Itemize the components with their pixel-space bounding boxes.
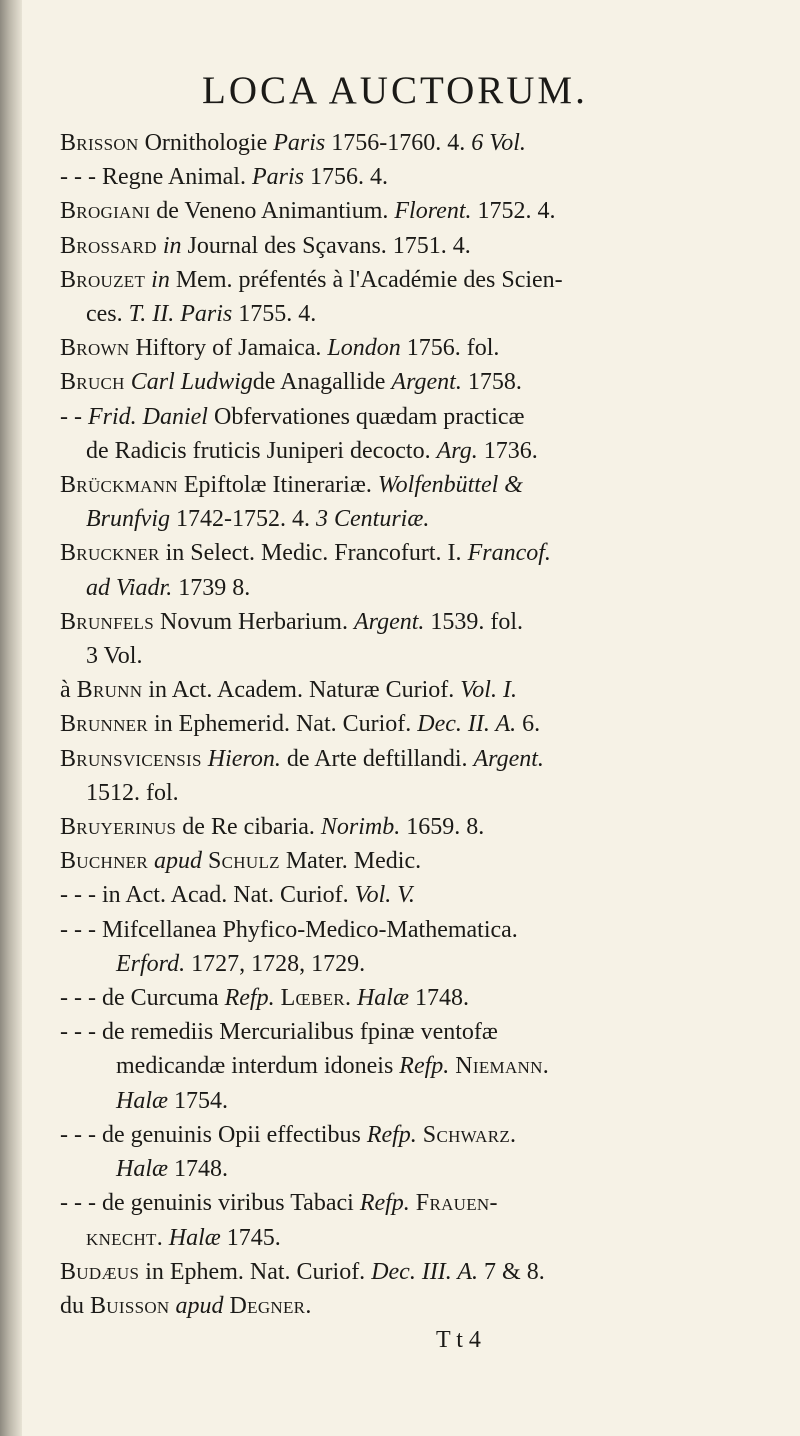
bibliography-line [60, 981, 780, 1015]
author-name: Degner [229, 1292, 306, 1319]
italic-text: Florent. [394, 198, 472, 225]
entry-text: de Re cibaria. [176, 814, 321, 841]
italic-text: Dec. II. A. [417, 711, 517, 738]
bibliography-line [60, 1015, 780, 1049]
page-title: LOCA AUCTORUM. [202, 69, 588, 112]
author-name: Budæus [60, 1258, 140, 1285]
author-name: Brunner [60, 711, 149, 738]
entry-text: 1756. fol. [400, 335, 500, 362]
entry-text: - - - Regne Animal. [60, 164, 252, 191]
author-name: Lœber [280, 985, 345, 1012]
entry-text: du [60, 1292, 90, 1319]
entry-text: 1754. [168, 1087, 229, 1114]
italic-text: Frid. Daniel [87, 403, 208, 430]
entry-text: 1756. 4. [303, 164, 388, 191]
bibliography-line [60, 947, 780, 981]
bibliography-line [60, 707, 780, 741]
bibliography-line [60, 365, 780, 399]
bibliography-line [60, 126, 780, 160]
bibliography-line [60, 1049, 780, 1083]
entry-text: . [542, 1053, 549, 1080]
bibliography-line [60, 194, 780, 228]
bibliography-line [60, 673, 780, 707]
entry-text: 1727, 1728, 1729. [185, 950, 366, 977]
entry-text: de Arte deftillandi. [280, 745, 474, 772]
italic-text: ad Viadr. [86, 574, 173, 601]
italic-text: T. II. Paris [128, 301, 233, 328]
italic-text: Brunfvig [86, 506, 170, 533]
bibliography-line [60, 434, 780, 468]
entry-text: 1745. [220, 1224, 281, 1251]
entry-text: in Act. Academ. Naturæ Curiof. [142, 677, 461, 704]
bibliography-line [60, 639, 780, 673]
italic-text: in [151, 266, 170, 293]
bibliography-line [60, 605, 780, 639]
entry-text: . [156, 1224, 169, 1251]
author-name: knecht [86, 1224, 157, 1251]
entry-text: 1739 8. [172, 574, 251, 601]
italic-text: Hieron. [207, 745, 281, 772]
entry-text: Hiftory of Jamaica. [129, 335, 328, 362]
author-name: Schulz [208, 848, 280, 875]
entry-text: . [305, 1292, 312, 1319]
author-name: Brunfels [60, 608, 154, 635]
author-name: Buchner [60, 848, 149, 875]
entry-text: medicandæ interdum idoneis [116, 1053, 400, 1080]
author-name: Brückmann [60, 472, 178, 499]
italic-text: Dec. III. A. [371, 1258, 479, 1285]
author-name: Brisson [60, 130, 139, 156]
book-binding-edge [0, 0, 22, 1436]
entry-text: 1736. [477, 437, 538, 464]
italic-text: 6 Vol. [471, 130, 526, 156]
italic-text: Wolfenbüttel & [377, 472, 523, 499]
entry-text: de Veneno Animantium. [150, 198, 395, 225]
entry-text: - - - de Curcuma [60, 985, 225, 1012]
italic-text: Paris [251, 164, 304, 191]
italic-text: London [327, 335, 401, 362]
italic-text: Carl Ludwig [130, 369, 253, 396]
bibliography-line [60, 844, 780, 878]
author-name: Schwarz [422, 1121, 511, 1148]
author-name: Brown [60, 335, 130, 362]
entry-text: 1512. fol. [86, 779, 179, 806]
entry-text: . [510, 1121, 517, 1148]
entry-text: 1742-1752. 4. [170, 506, 316, 533]
entry-text: - - - de genuinis Opii effectibus [60, 1121, 367, 1148]
bibliography-line [60, 1221, 780, 1255]
italic-text: Argent. [353, 608, 425, 635]
italic-text: Refp. [366, 1121, 417, 1148]
entry-text: . [344, 985, 357, 1012]
author-name: Niemann [455, 1053, 543, 1080]
entry-text: - - - de remediis Mercurialibus fpinæ ventofæ [60, 1019, 498, 1046]
entry-text: de Anagallide [252, 369, 392, 396]
author-name: Brogiani [60, 198, 151, 225]
italic-text: Halæ [356, 985, 409, 1012]
entry-text: 1758. [461, 369, 522, 396]
author-name: Bruch [60, 369, 125, 396]
entry-text: - - - in Act. Acad. Nat. Curiof. [60, 882, 355, 909]
italic-text: Erford. [116, 950, 186, 977]
bibliography-line [60, 331, 780, 365]
entry-text: 1539. fol. [424, 608, 524, 635]
entry-text: in Ephemerid. Nat. Curiof. [148, 711, 418, 738]
bibliography-line [60, 913, 780, 947]
italic-text: Argent. [391, 369, 462, 396]
italic-text: apud [175, 1292, 224, 1319]
entry-text: 1748. [168, 1156, 229, 1183]
bibliography-line [60, 229, 780, 263]
entry-text: ces. [86, 301, 129, 328]
bibliography-line [60, 571, 780, 605]
italic-text: Halæ [116, 1087, 169, 1114]
author-name: Buisson [90, 1292, 170, 1319]
entry-text: Journal des Sçavans. 1751. 4. [181, 232, 471, 259]
printer-signature-mark: T t 4 [436, 1327, 481, 1354]
author-name: Frauen- [415, 1190, 498, 1217]
entry-text: 6. [516, 711, 541, 738]
bibliography-line [60, 742, 780, 776]
author-name: Bruckner [60, 540, 160, 567]
italic-text: Argent. [473, 745, 544, 772]
italic-text: in [162, 232, 182, 259]
bibliography-line [60, 502, 780, 536]
italic-text: apud [154, 848, 203, 875]
entry-text: in Ephem. Nat. Curiof. [139, 1258, 372, 1285]
entry-text: in Select. Medic. Francofurt. I. [159, 540, 468, 567]
entry-text: 1756-1760. 4. [325, 130, 472, 156]
bibliography-line [60, 400, 780, 434]
bibliography-line [60, 160, 780, 194]
entry-text: 1748. [408, 985, 469, 1012]
author-name: Bruyerinus [60, 814, 177, 841]
entry-text: Epiftolæ Itinerariæ. [177, 472, 378, 499]
entry-text: 1659. 8. [400, 814, 485, 841]
bibliography-line [60, 468, 780, 502]
entry-text: - - [60, 403, 88, 430]
italic-text: Halæ [168, 1224, 221, 1251]
entry-text: Mem. préfentés à l'Académie des Scien- [169, 266, 563, 293]
entry-text: - - - de genuinis viribus Tabaci [60, 1190, 360, 1217]
bibliography-line [60, 263, 780, 297]
italic-text: Refp. [224, 985, 275, 1012]
italic-text: Halæ [116, 1156, 169, 1183]
bibliography-line [60, 776, 780, 810]
author-name: Brossard [60, 232, 157, 259]
entry-text: de Radicis fruticis Juniperi decocto. [86, 437, 437, 464]
entry-text: 7 & 8. [478, 1258, 545, 1285]
italic-text: Francof. [467, 540, 551, 567]
bibliography-line [60, 1084, 780, 1118]
book-page [60, 64, 780, 1357]
bibliography-line [60, 536, 780, 570]
entry-text: 1752. 4. [471, 198, 556, 225]
bibliography-line [60, 1186, 780, 1220]
entry-text: 1755. 4. [232, 301, 317, 328]
bibliography-line [60, 878, 780, 912]
bibliography-line [60, 1152, 780, 1186]
italic-text: Refp. [399, 1053, 450, 1080]
entry-text: à [60, 677, 77, 704]
bibliography-line [60, 1289, 780, 1323]
bibliography-line [60, 297, 780, 331]
entry-text: - - - Mifcellanea Phyfico-Medico-Mathematica. [60, 916, 518, 943]
italic-text: 3 Centuriæ. [316, 506, 430, 533]
bibliography-line [60, 1255, 780, 1289]
bibliography-list [60, 126, 780, 1323]
italic-text: Paris [273, 130, 326, 156]
entry-text: 3 Vol. [86, 643, 143, 670]
italic-text: Refp. [359, 1190, 410, 1217]
author-name: Brunn [76, 677, 143, 704]
italic-text: Norimb. [320, 814, 401, 841]
entry-text: Ornithologie [138, 130, 274, 156]
italic-text: Vol. V. [354, 882, 415, 909]
entry-text: Mater. Medic. [279, 848, 422, 875]
italic-text: Vol. I. [460, 677, 517, 704]
bibliography-line [60, 810, 780, 844]
author-name: Brunsvicensis [60, 745, 202, 772]
italic-text: Arg. [436, 437, 478, 464]
bibliography-line [60, 1118, 780, 1152]
entry-text: Novum Herbarium. [153, 608, 354, 635]
entry-text: Obfervationes quædam practicæ [207, 403, 525, 430]
author-name: Brouzet [60, 266, 146, 293]
